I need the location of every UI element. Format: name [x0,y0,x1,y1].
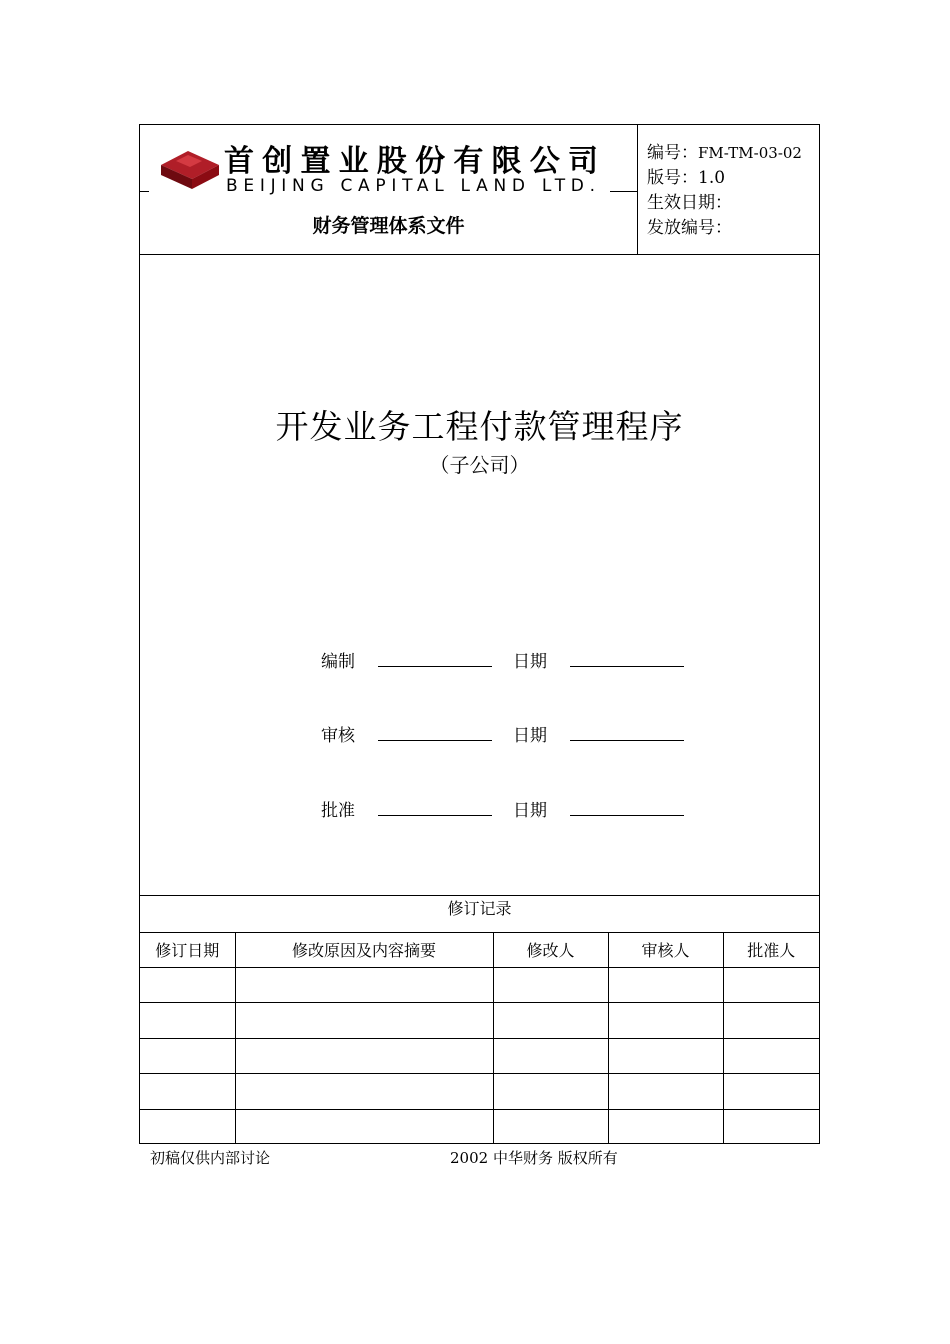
document-header [140,125,819,255]
table-cell [140,1003,235,1039]
meta-label: 版号： [647,168,698,188]
meta-effective-date [647,191,802,216]
table-cell [608,1038,723,1074]
footer-copyright: 2002 中华财务 版权所有 [450,1149,618,1167]
table-cell [235,1003,493,1039]
meta-document-number [647,141,802,166]
table-cell [723,967,819,1003]
signature-label: 批准 [321,801,355,821]
footer-draft-note: 初稿仅供内部讨论 [150,1149,271,1167]
date-label: 日期 [513,652,547,672]
table-row [140,1074,819,1110]
logo-rule-right [610,191,637,192]
company-logo [158,139,618,195]
date-label: 日期 [513,726,547,746]
logo-en-text: BEIJING CAPITAL LAND LTD. [226,176,596,195]
meta-label: 生效日期： [647,193,732,213]
table-cell [140,967,235,1003]
document-subtitle: （子公司） [429,453,530,477]
table-cell [723,1038,819,1074]
meta-label: 发放编号： [647,218,732,238]
table-cell [608,1003,723,1039]
logo-cn-text: 首创置业股份有限公司 [224,144,598,179]
document-frame [139,124,820,1144]
meta-version [647,166,802,191]
table-cell [235,1074,493,1110]
table-cell [140,1074,235,1110]
revision-header-row [140,932,819,967]
table-cell [235,967,493,1003]
revision-record-title: 修订记录 [140,895,819,933]
signature-label: 审核 [321,726,355,746]
revision-table [140,932,819,1144]
meta-value: FM-TM-03-02 [698,144,802,162]
logo-rule-left [140,191,149,192]
meta-label: 编号： [647,143,698,163]
table-cell [140,1109,235,1144]
column-header: 审核人 [608,932,723,967]
table-row [140,1038,819,1074]
table-cell [493,1003,608,1039]
document-title: 开发业务工程付款管理程序 [275,407,684,446]
date-line [570,666,684,667]
date-line [570,740,684,741]
table-cell [723,1074,819,1110]
logo-diamond-icon [161,151,219,189]
table-cell [723,1003,819,1039]
meta-distribution-number [647,216,802,241]
header-subtitle: 财务管理体系文件 [312,215,465,237]
signature-line [378,815,492,816]
date-line [570,815,684,816]
table-cell [235,1038,493,1074]
table-row [140,1109,819,1144]
column-header: 批准人 [723,932,819,967]
table-cell [608,1109,723,1144]
table-row [140,1003,819,1039]
document-meta [647,141,802,241]
table-cell [608,967,723,1003]
signature-line [378,666,492,667]
column-header: 修改人 [493,932,608,967]
date-label: 日期 [513,801,547,821]
header-logo-cell [140,125,638,254]
column-header: 修改原因及内容摘要 [235,932,493,967]
column-header: 修订日期 [140,932,235,967]
table-cell [493,1074,608,1110]
table-cell [493,1038,608,1074]
table-cell [723,1109,819,1144]
table-cell [493,967,608,1003]
signature-line [378,740,492,741]
meta-value: 1.0 [698,168,726,188]
table-cell [608,1074,723,1110]
signature-label: 编制 [321,652,355,672]
table-cell [140,1038,235,1074]
table-cell [235,1109,493,1144]
table-row [140,967,819,1003]
table-cell [493,1109,608,1144]
